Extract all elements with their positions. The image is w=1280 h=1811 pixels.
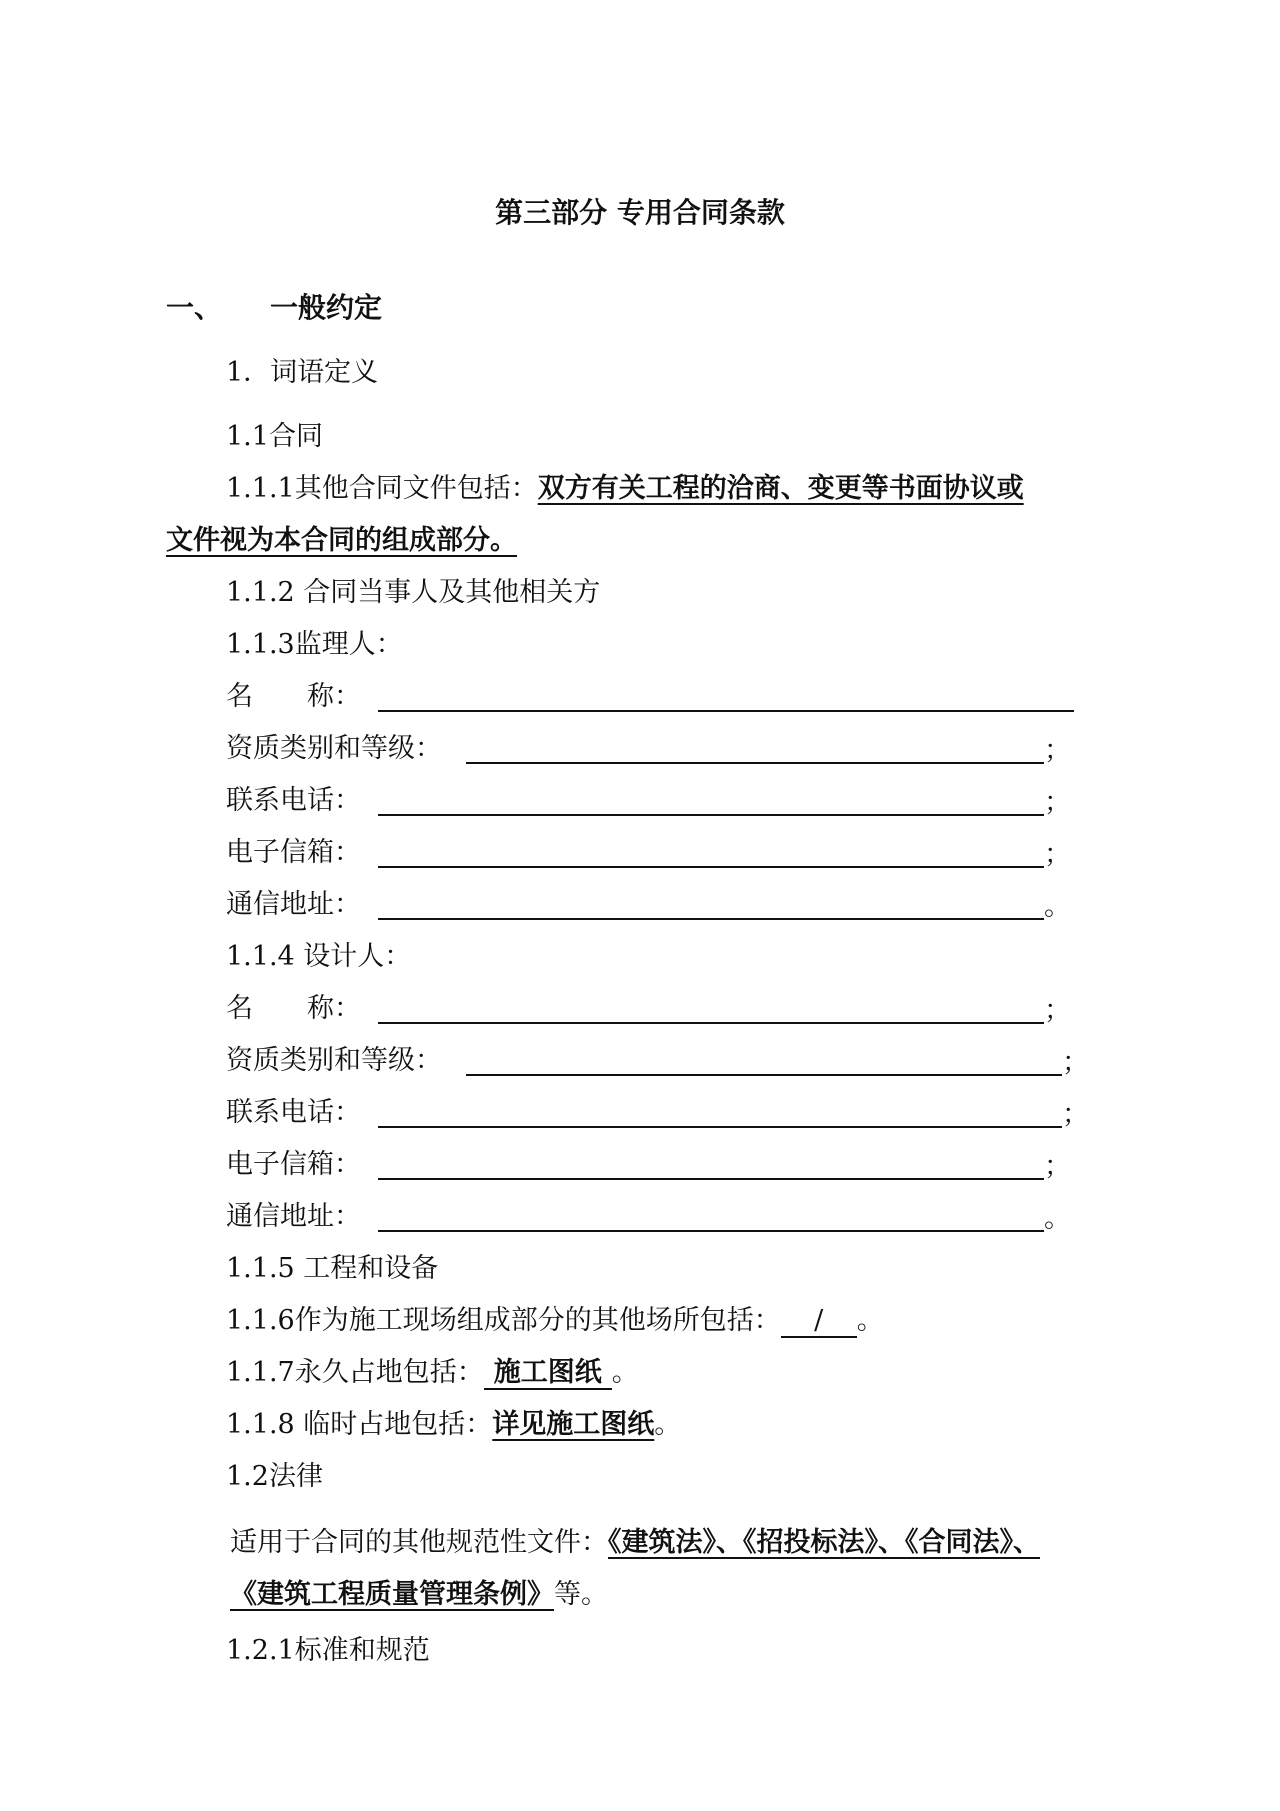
- clause-1-1-1-value: 双方有关工程的洽商、变更等书面协议或: [537, 473, 1024, 504]
- supervisor-phone-label: 联系电话：: [226, 785, 361, 816]
- section-heading: [166, 291, 382, 325]
- supervisor-qual-label: 资质类别和等级：: [226, 733, 442, 764]
- designer-email-semicolon: ；: [1044, 1151, 1071, 1182]
- clause-1-1: 1.1合同: [226, 421, 323, 452]
- clause-1-1-2: 1.1.2 合同当事人及其他相关方: [226, 577, 601, 608]
- supervisor-name-label: 名 称：: [226, 681, 361, 712]
- designer-qual-label: 资质类别和等级：: [226, 1045, 442, 1076]
- designer-addr-blank: [378, 1230, 1044, 1232]
- clause-1-1-6-label: 1.1.6作为施工现场组成部分的其他场所包括：: [226, 1305, 781, 1336]
- clause-1-1-7: [226, 1356, 639, 1390]
- designer-addr-period: 。: [1044, 1203, 1071, 1234]
- clause-1-1-1-value-cont: 文件视为本合同的组成部分。: [166, 525, 517, 556]
- clause-1-1-6-value: /: [781, 1306, 857, 1338]
- designer-phone-semicolon: ；: [1062, 1099, 1089, 1130]
- supervisor-qual-semicolon: ；: [1044, 735, 1071, 766]
- designer-qual-semicolon: ；: [1062, 1047, 1089, 1078]
- clause-1-1-1-label: 1.1.1其他合同文件包括：: [226, 473, 538, 504]
- designer-addr-label: 通信地址：: [226, 1201, 361, 1232]
- supervisor-phone-semicolon: ；: [1044, 787, 1071, 818]
- designer-phone-blank: [378, 1126, 1062, 1128]
- supervisor-phone-blank: [378, 814, 1044, 816]
- section-label: 一般约定: [270, 291, 383, 324]
- clause-1-1-8: [226, 1408, 681, 1442]
- clause-1-1-6: [226, 1304, 884, 1338]
- clause-1-1-7-end: 。: [611, 1357, 639, 1388]
- clause-1-1-8-value: 详见施工图纸: [492, 1409, 655, 1440]
- supervisor-email-semicolon: ；: [1044, 839, 1071, 870]
- supervisor-qual-blank: [466, 762, 1044, 764]
- designer-name-label: 名 称：: [226, 993, 361, 1024]
- supervisor-name-blank: [378, 710, 1074, 712]
- supervisor-email-blank: [378, 866, 1044, 868]
- clause-1-1-4: 1.1.4 设计人：: [226, 941, 412, 972]
- designer-email-blank: [378, 1178, 1044, 1180]
- section-number: 一、: [166, 291, 223, 324]
- clause-1-1-8-end: 。: [654, 1409, 682, 1440]
- law-docs-end: 等。: [554, 1579, 608, 1610]
- clause-1: 1．词语定义: [226, 357, 379, 388]
- supervisor-addr-blank: [378, 918, 1044, 920]
- law-docs-value-cont: 《建筑工程质量管理条例》: [230, 1579, 554, 1610]
- law-docs-label: 适用于合同的其他规范性文件：: [230, 1527, 608, 1558]
- clause-1-1-3: 1.1.3监理人：: [226, 629, 403, 660]
- designer-name-semicolon: ；: [1044, 995, 1071, 1026]
- clause-1-1-6-end: 。: [856, 1305, 884, 1336]
- clause-1-1-8-label: 1.1.8 临时占地包括：: [226, 1409, 493, 1440]
- law-docs: [230, 1526, 1040, 1560]
- designer-email-label: 电子信箱：: [226, 1149, 361, 1180]
- designer-name-blank: [378, 1022, 1044, 1024]
- clause-1-2: 1.2法律: [226, 1461, 323, 1492]
- supervisor-addr-period: 。: [1044, 891, 1071, 922]
- clause-1-1-7-label: 1.1.7永久占地包括：: [226, 1357, 484, 1388]
- designer-qual-blank: [466, 1074, 1062, 1076]
- clause-1-1-1: [226, 472, 1024, 506]
- supervisor-email-label: 电子信箱：: [226, 837, 361, 868]
- law-docs-value: 《建筑法》、《招投标法》、《合同法》、: [608, 1527, 1040, 1558]
- supervisor-addr-label: 通信地址：: [226, 889, 361, 920]
- law-docs-cont: [230, 1578, 608, 1612]
- clause-1-1-5: 1.1.5 工程和设备: [226, 1253, 439, 1284]
- page-title: 第三部分 专用合同条款: [495, 196, 785, 229]
- designer-phone-label: 联系电话：: [226, 1097, 361, 1128]
- clause-1-2-1: 1.2.1标准和规范: [226, 1635, 430, 1666]
- clause-1-1-7-value: 施工图纸: [484, 1358, 612, 1390]
